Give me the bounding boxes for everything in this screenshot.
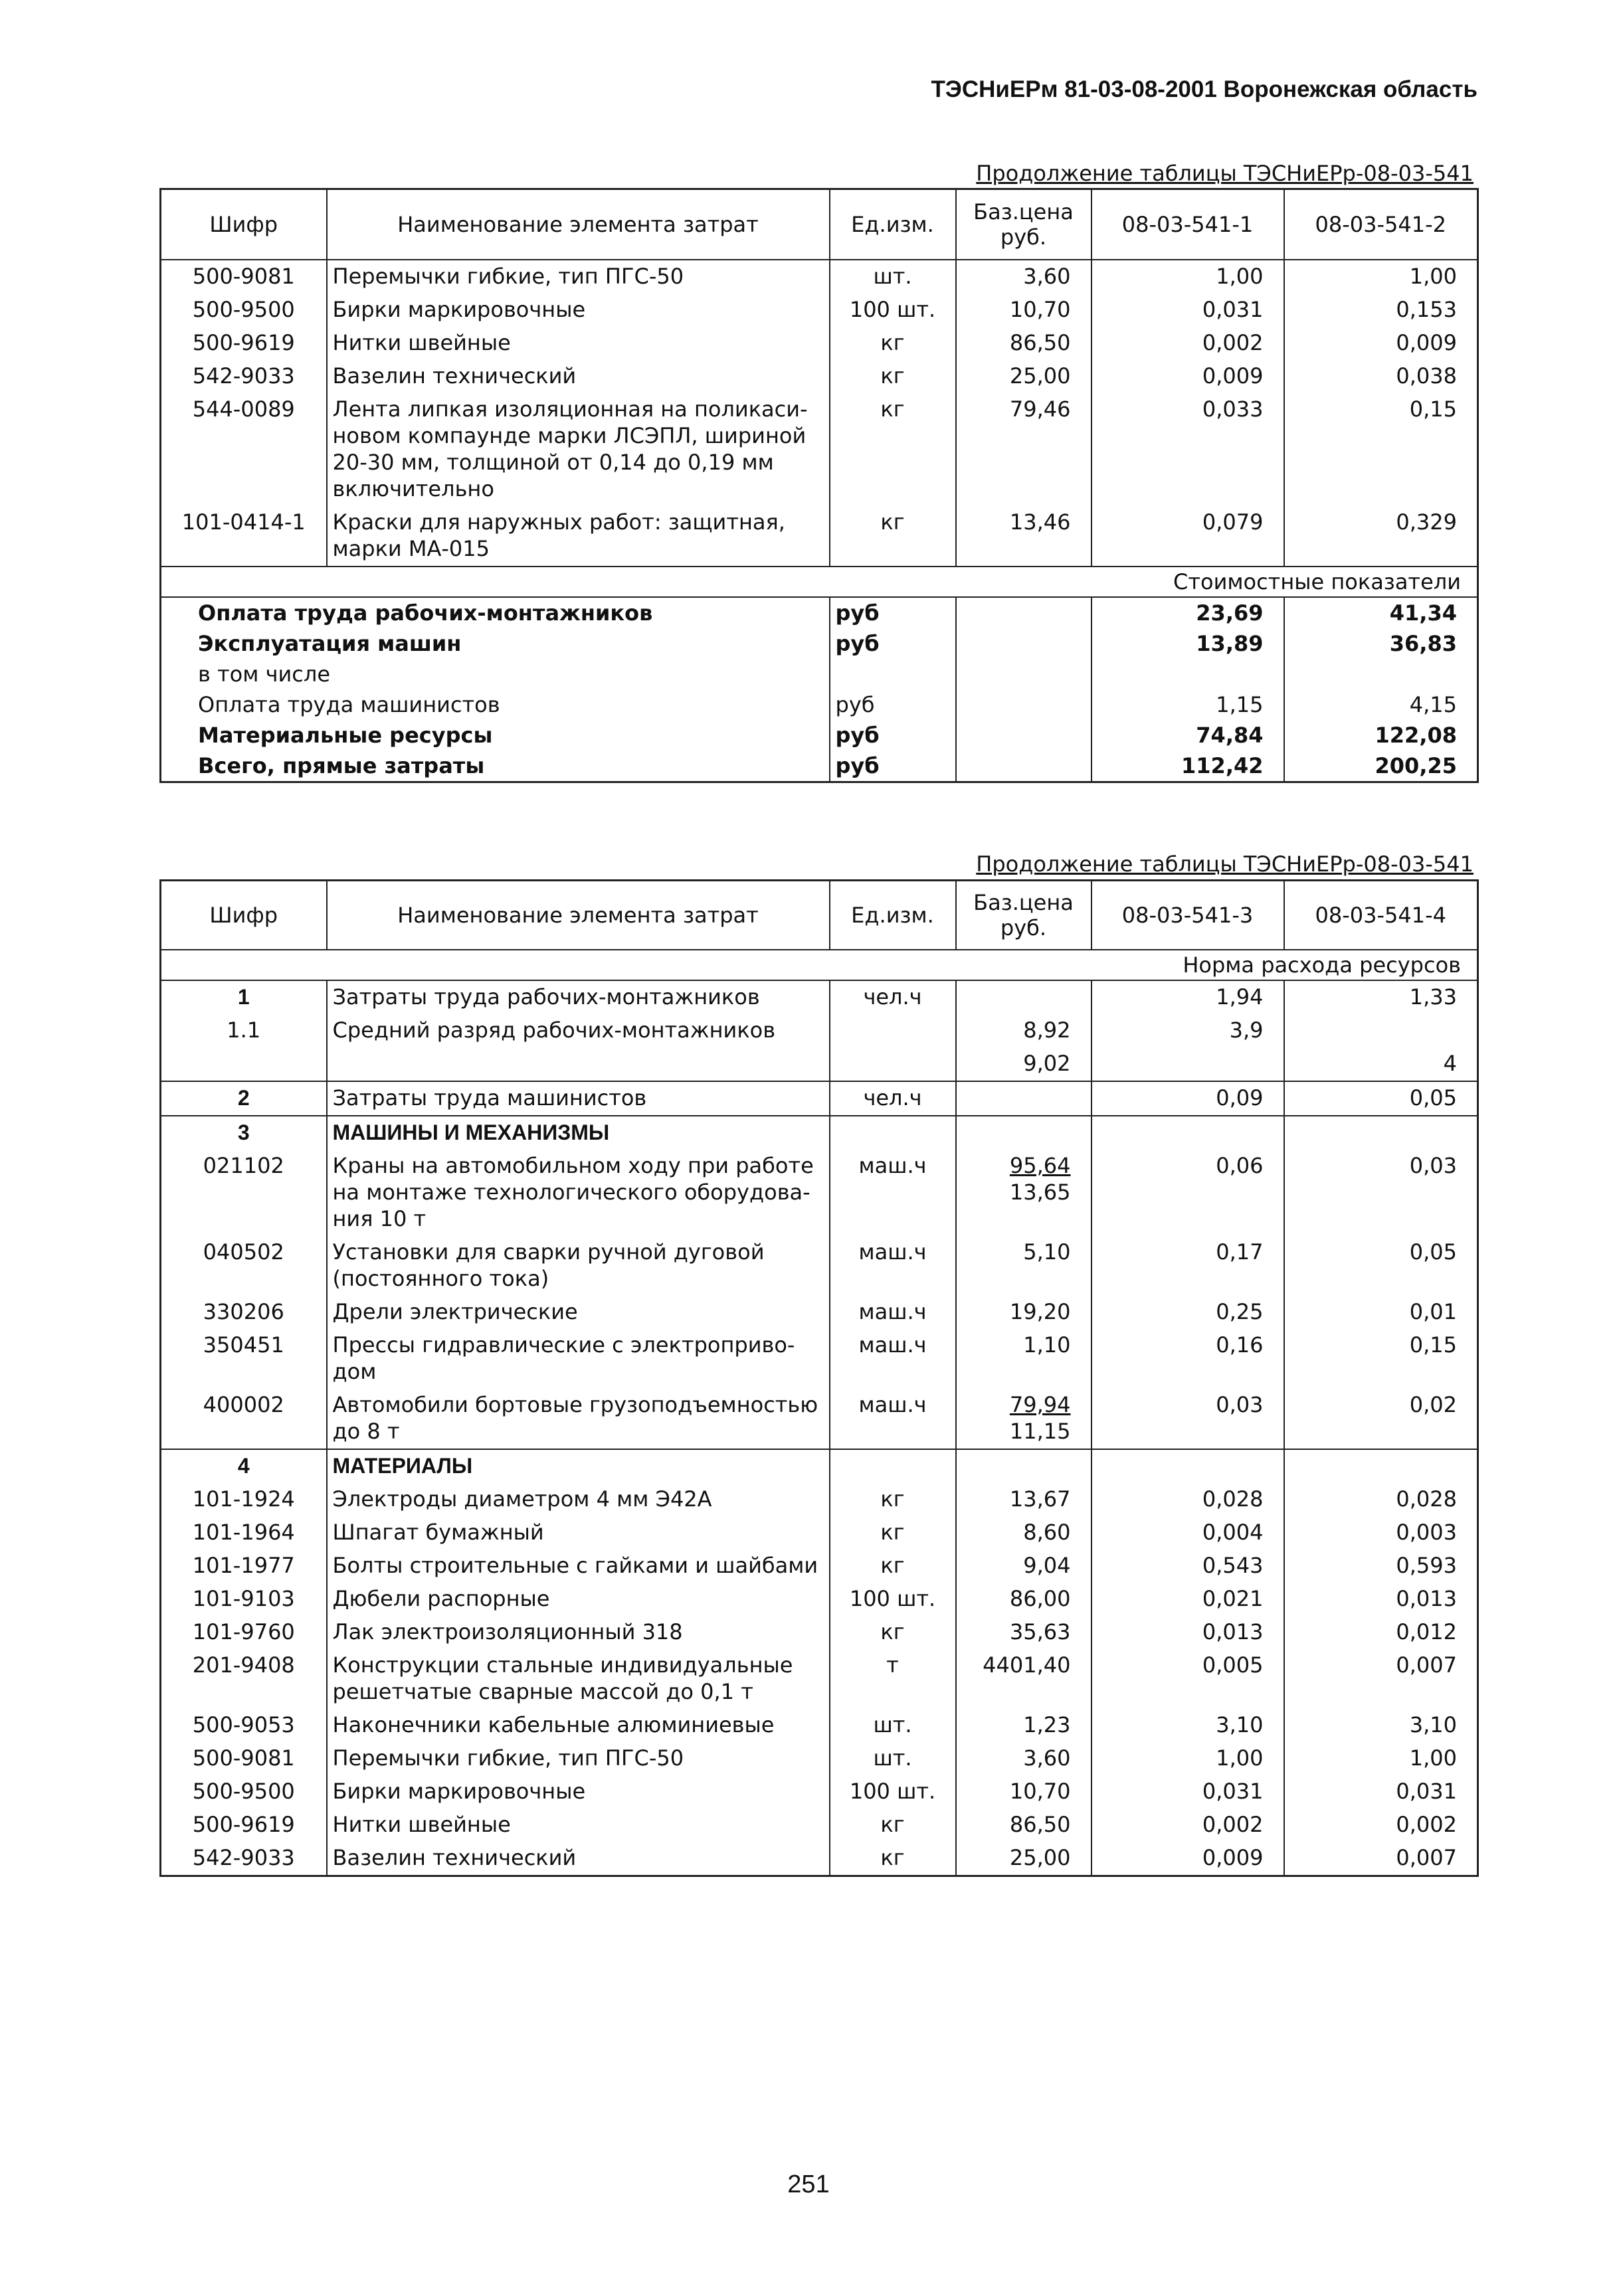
cell-price: 25,00 xyxy=(956,360,1092,393)
norm-band-row xyxy=(161,950,1478,980)
cell-col-b: 4 xyxy=(1284,1047,1478,1081)
cost-table-2 xyxy=(159,879,1479,1877)
price-value-2: 11,15 xyxy=(1009,1418,1071,1444)
cost-table-1 xyxy=(159,188,1479,783)
cell-name: Средний разряд рабочих-монтажников xyxy=(327,1014,830,1047)
table-row xyxy=(161,1516,1478,1549)
summary-label: Оплата труда машинистов xyxy=(161,689,830,720)
cell-col-b: 1,00 xyxy=(1284,1742,1478,1775)
cell-col-b: 0,038 xyxy=(1284,360,1478,393)
cell-col-a xyxy=(1092,1047,1284,1081)
cell-name: Вазелин технический xyxy=(327,360,830,393)
table-row xyxy=(161,1549,1478,1583)
summary-unit: руб xyxy=(830,720,956,751)
cell-col-b: 0,028 xyxy=(1284,1483,1478,1516)
cell-unit xyxy=(830,1047,956,1081)
table-row xyxy=(161,1842,1478,1876)
norm-band-label: Норма расхода ресурсов xyxy=(161,950,1478,980)
summary-unit: руб xyxy=(830,689,956,720)
cell-name: Болты строительные с гайками и шайбами xyxy=(327,1549,830,1583)
header-name: Наименование элемента затрат xyxy=(327,881,830,950)
cell-unit: кг xyxy=(830,1842,956,1876)
cell-price: 5,10 xyxy=(956,1236,1092,1296)
section-code: 4 xyxy=(161,1449,327,1483)
table-continuation-caption-2: Продолжение таблицы ТЭСНиЕРр-08-03-541 xyxy=(976,851,1474,877)
cell-col-a: 0,06 xyxy=(1092,1150,1284,1236)
cell-unit: 100 шт. xyxy=(830,1583,956,1616)
document-header: ТЭСНиЕРм 81-03-08-2001 Воронежская область xyxy=(931,76,1477,102)
summary-label: Материальные ресурсы xyxy=(161,720,830,751)
summary-col-b: 122,08 xyxy=(1284,720,1478,751)
labor-row xyxy=(161,980,1478,1014)
cell-code: 500-9081 xyxy=(161,1742,327,1775)
cell-col-a: 0,028 xyxy=(1092,1483,1284,1516)
summary-col-a: 23,69 xyxy=(1092,597,1284,628)
cell-col-a: 0,03 xyxy=(1092,1389,1284,1449)
summary-col-a: 1,15 xyxy=(1092,689,1284,720)
cell-col-b: 1,00 xyxy=(1284,260,1478,294)
cell-code: 1.1 xyxy=(161,1014,327,1047)
cell-col-b: 0,01 xyxy=(1284,1296,1478,1329)
summary-label: Оплата труда рабочих-монтажников xyxy=(161,597,830,628)
summary-unit: руб xyxy=(830,597,956,628)
cell-name: Нитки швейные xyxy=(327,1809,830,1842)
summary-label: Эксплуатация машин xyxy=(161,628,830,659)
table-row xyxy=(161,294,1478,327)
cell-col-b: 0,002 xyxy=(1284,1809,1478,1842)
cell-col-a: 0,021 xyxy=(1092,1583,1284,1616)
cell-unit: кг xyxy=(830,393,956,506)
cost-band-row xyxy=(161,567,1478,597)
cell-col-b: 1,33 xyxy=(1284,980,1478,1014)
cell-name: Затраты труда машинистов xyxy=(327,1081,830,1116)
cell-code: 1 xyxy=(161,980,327,1014)
cell-code: 400002 xyxy=(161,1389,327,1449)
cell-col-b: 0,05 xyxy=(1284,1081,1478,1116)
cell-price: 86,00 xyxy=(956,1583,1092,1616)
summary-col-b: 4,15 xyxy=(1284,689,1478,720)
summary-col-b xyxy=(1284,659,1478,689)
table-row xyxy=(161,1583,1478,1616)
cell-col-a: 0,005 xyxy=(1092,1649,1284,1709)
cell-name: Затраты труда рабочих-монтажников xyxy=(327,980,830,1014)
cell-col-b: 0,007 xyxy=(1284,1649,1478,1709)
cell-unit: кг xyxy=(830,1549,956,1583)
cell-unit: маш.ч xyxy=(830,1150,956,1236)
cell-name: Дюбели распорные xyxy=(327,1583,830,1616)
cell-unit: маш.ч xyxy=(830,1329,956,1389)
summary-col-b: 41,34 xyxy=(1284,597,1478,628)
cell-code: 500-9619 xyxy=(161,1809,327,1842)
table-row xyxy=(161,1296,1478,1329)
cell-code: 500-9500 xyxy=(161,1775,327,1809)
cell-col-b: 3,10 xyxy=(1284,1709,1478,1742)
cell-price: 25,00 xyxy=(956,1842,1092,1876)
cell-unit: 100 шт. xyxy=(830,294,956,327)
labor-row xyxy=(161,1047,1478,1081)
cell-name: Дрели электрические xyxy=(327,1296,830,1329)
cell-unit: маш.ч xyxy=(830,1236,956,1296)
summary-price xyxy=(956,689,1092,720)
cell-unit: кг xyxy=(830,1616,956,1649)
cell-col-b: 0,013 xyxy=(1284,1583,1478,1616)
table-row xyxy=(161,360,1478,393)
labor-row xyxy=(161,1014,1478,1047)
cell-name: Лак электроизоляционный 318 xyxy=(327,1616,830,1649)
header-code: Шифр xyxy=(161,881,327,950)
cell-price xyxy=(956,1389,1092,1449)
cell-name: Перемычки гибкие, тип ПГС-50 xyxy=(327,1742,830,1775)
cell-price: 1,23 xyxy=(956,1709,1092,1742)
table-row xyxy=(161,1329,1478,1389)
summary-price xyxy=(956,628,1092,659)
cell-code: 500-9500 xyxy=(161,294,327,327)
summary-col-a: 74,84 xyxy=(1092,720,1284,751)
cell-code: 500-9053 xyxy=(161,1709,327,1742)
machines-section-row xyxy=(161,1116,1478,1150)
cell-code xyxy=(161,1047,327,1081)
table-row xyxy=(161,1742,1478,1775)
table-continuation-caption: Продолжение таблицы ТЭСНиЕРр-08-03-541 xyxy=(976,161,1474,186)
cell-col-b: 0,02 xyxy=(1284,1389,1478,1449)
labor-body xyxy=(161,980,1478,1116)
header-col-a: 08-03-541-3 xyxy=(1092,881,1284,950)
cell-price xyxy=(956,1081,1092,1116)
cell-col-a: 3,9 xyxy=(1092,1014,1284,1047)
cell-name: Прессы гидравлические с электроприво-дом xyxy=(327,1329,830,1389)
header-unit: Ед.изм. xyxy=(830,881,956,950)
cell-unit: чел.ч xyxy=(830,980,956,1014)
table-row xyxy=(161,1649,1478,1709)
cell-price: 10,70 xyxy=(956,294,1092,327)
cell-name: Установки для сварки ручной дуговой (постоянного тока) xyxy=(327,1236,830,1296)
cell-col-a: 0,004 xyxy=(1092,1516,1284,1549)
cell-col-b: 0,329 xyxy=(1284,506,1478,567)
cell-col-a: 1,94 xyxy=(1092,980,1284,1014)
cell-name: Шпагат бумажный xyxy=(327,1516,830,1549)
cell-col-b: 0,007 xyxy=(1284,1842,1478,1876)
header-price: Баз.цена руб. xyxy=(956,881,1092,950)
cell-col-b: 0,593 xyxy=(1284,1549,1478,1583)
cell-price: 8,60 xyxy=(956,1516,1092,1549)
cell-unit: кг xyxy=(830,1516,956,1549)
summary-price xyxy=(956,659,1092,689)
cell-code: 040502 xyxy=(161,1236,327,1296)
cell-code: 101-9103 xyxy=(161,1583,327,1616)
cell-col-a: 0,013 xyxy=(1092,1616,1284,1649)
cell-price: 3,60 xyxy=(956,1742,1092,1775)
cell-price: 3,60 xyxy=(956,260,1092,294)
cell-price: 1,10 xyxy=(956,1329,1092,1389)
cell-name: Бирки маркировочные xyxy=(327,1775,830,1809)
cell-col-a: 0,25 xyxy=(1092,1296,1284,1329)
cell-unit: шт. xyxy=(830,1709,956,1742)
cell-price: 13,67 xyxy=(956,1483,1092,1516)
cell-code: 101-1964 xyxy=(161,1516,327,1549)
cell-price: 9,02 xyxy=(956,1047,1092,1081)
cell-name: Перемычки гибкие, тип ПГС-50 xyxy=(327,260,830,294)
cell-name: Бирки маркировочные xyxy=(327,294,830,327)
cell-code: 500-9619 xyxy=(161,327,327,360)
cell-code: 101-9760 xyxy=(161,1616,327,1649)
cell-col-b: 0,05 xyxy=(1284,1236,1478,1296)
cell-col-a: 0,16 xyxy=(1092,1329,1284,1389)
cell-unit: кг xyxy=(830,327,956,360)
summary-col-a: 13,89 xyxy=(1092,628,1284,659)
cell-col-a: 0,002 xyxy=(1092,1809,1284,1842)
summary-col-a xyxy=(1092,659,1284,689)
cell-unit: шт. xyxy=(830,1742,956,1775)
table-row xyxy=(161,506,1478,567)
table-row xyxy=(161,1483,1478,1516)
cell-price: 13,46 xyxy=(956,506,1092,567)
cell-col-b: 0,03 xyxy=(1284,1150,1478,1236)
cell-col-b: 0,003 xyxy=(1284,1516,1478,1549)
cell-col-a: 0,009 xyxy=(1092,1842,1284,1876)
cell-col-b: 0,031 xyxy=(1284,1775,1478,1809)
materials-section-row xyxy=(161,1449,1478,1483)
cell-code: 330206 xyxy=(161,1296,327,1329)
summary-row xyxy=(161,689,1478,720)
cell-code: 544-0089 xyxy=(161,393,327,506)
cell-unit: т xyxy=(830,1649,956,1709)
cell-code: 101-1977 xyxy=(161,1549,327,1583)
summary-price xyxy=(956,751,1092,782)
summary-row xyxy=(161,751,1478,782)
summary-unit: руб xyxy=(830,628,956,659)
cell-name: Электроды диаметром 4 мм Э42А xyxy=(327,1483,830,1516)
summary-price xyxy=(956,720,1092,751)
summary-label: Всего, прямые затраты xyxy=(161,751,830,782)
cell-code: 101-0414-1 xyxy=(161,506,327,567)
cell-name: Автомобили бортовые грузоподъемностью до 8 т xyxy=(327,1389,830,1449)
header-code: Шифр xyxy=(161,189,327,260)
cost-band-label: Стоимостные показатели xyxy=(161,567,1478,597)
cell-name: Вазелин технический xyxy=(327,1842,830,1876)
cell-unit: маш.ч xyxy=(830,1389,956,1449)
cell-code: 542-9033 xyxy=(161,1842,327,1876)
cell-name: Конструкции стальные индивидуальные решетчатые сварные массой до 0,1 т xyxy=(327,1649,830,1709)
cell-price: 10,70 xyxy=(956,1775,1092,1809)
cell-code: 021102 xyxy=(161,1150,327,1236)
table-row xyxy=(161,1809,1478,1842)
materials-body xyxy=(161,1449,1478,1876)
summary-col-b: 36,83 xyxy=(1284,628,1478,659)
cell-price xyxy=(956,1150,1092,1236)
cell-price: 35,63 xyxy=(956,1616,1092,1649)
cell-unit: кг xyxy=(830,506,956,567)
cell-unit xyxy=(830,1014,956,1047)
summary-body xyxy=(161,597,1478,782)
price-value-2: 13,65 xyxy=(1009,1179,1071,1205)
cell-unit: 100 шт. xyxy=(830,1775,956,1809)
header-col-a: 08-03-541-1 xyxy=(1092,189,1284,260)
cell-col-a: 0,033 xyxy=(1092,393,1284,506)
table-row xyxy=(161,1236,1478,1296)
table-row xyxy=(161,393,1478,506)
cell-name: Краны на автомобильном ходу при работе на монтаже технологического оборудова-ния 10 т xyxy=(327,1150,830,1236)
cell-col-a: 0,17 xyxy=(1092,1236,1284,1296)
cell-price xyxy=(956,980,1092,1014)
cell-unit: кг xyxy=(830,1483,956,1516)
cell-col-a: 1,00 xyxy=(1092,260,1284,294)
table-row xyxy=(161,1389,1478,1449)
cell-col-b: 0,012 xyxy=(1284,1616,1478,1649)
cell-col-a: 1,00 xyxy=(1092,1742,1284,1775)
table-row xyxy=(161,1616,1478,1649)
price-value: 95,64 xyxy=(1009,1152,1071,1178)
cell-name: Лента липкая изоляционная на поликаси-новом компаунде марки ЛСЭПЛ, шириной 20-30 мм, толщиной от 0,14 до 0,19 мм включительно xyxy=(327,393,830,506)
header-col-b: 08-03-541-2 xyxy=(1284,189,1478,260)
table-1-body xyxy=(161,260,1478,567)
cell-price: 86,50 xyxy=(956,327,1092,360)
cell-code: 201-9408 xyxy=(161,1649,327,1709)
header-col-b: 08-03-541-4 xyxy=(1284,881,1478,950)
cell-code: 500-9081 xyxy=(161,260,327,294)
summary-row xyxy=(161,720,1478,751)
cell-code: 2 xyxy=(161,1081,327,1116)
cell-col-a: 0,09 xyxy=(1092,1081,1284,1116)
cell-col-a: 0,002 xyxy=(1092,327,1284,360)
section-title: МАТЕРИАЛЫ xyxy=(327,1449,830,1483)
table-row xyxy=(161,260,1478,294)
table-row xyxy=(161,1775,1478,1809)
machines-body xyxy=(161,1116,1478,1449)
cell-col-a: 0,031 xyxy=(1092,1775,1284,1809)
cell-price: 79,46 xyxy=(956,393,1092,506)
cell-col-b: 0,153 xyxy=(1284,294,1478,327)
cell-col-b xyxy=(1284,1014,1478,1047)
cell-col-a: 0,031 xyxy=(1092,294,1284,327)
cell-unit: шт. xyxy=(830,260,956,294)
cell-price: 19,20 xyxy=(956,1296,1092,1329)
cell-price: 86,50 xyxy=(956,1809,1092,1842)
cell-unit: кг xyxy=(830,360,956,393)
summary-row xyxy=(161,659,1478,689)
header-name: Наименование элемента затрат xyxy=(327,189,830,260)
summary-col-b: 200,25 xyxy=(1284,751,1478,782)
cell-col-b: 0,15 xyxy=(1284,393,1478,506)
cell-name xyxy=(327,1047,830,1081)
cell-name: Нитки швейные xyxy=(327,327,830,360)
cell-unit: кг xyxy=(830,1809,956,1842)
cell-price: 4401,40 xyxy=(956,1649,1092,1709)
cell-col-a: 0,543 xyxy=(1092,1549,1284,1583)
summary-unit xyxy=(830,659,956,689)
cell-code: 350451 xyxy=(161,1329,327,1389)
cell-code: 101-1924 xyxy=(161,1483,327,1516)
table-row xyxy=(161,1709,1478,1742)
table-row xyxy=(161,1150,1478,1236)
cell-name: Краски для наружных работ: защитная, марки МА-015 xyxy=(327,506,830,567)
summary-row xyxy=(161,597,1478,628)
cell-price: 8,92 xyxy=(956,1014,1092,1047)
cell-name: Наконечники кабельные алюминиевые xyxy=(327,1709,830,1742)
section-title: МАШИНЫ И МЕХАНИЗМЫ xyxy=(327,1116,830,1150)
cell-col-a: 0,079 xyxy=(1092,506,1284,567)
cell-col-b: 0,15 xyxy=(1284,1329,1478,1389)
cell-price: 9,04 xyxy=(956,1549,1092,1583)
header-price: Баз.цена руб. xyxy=(956,189,1092,260)
cell-code: 542-9033 xyxy=(161,360,327,393)
section-code: 3 xyxy=(161,1116,327,1150)
header-unit: Ед.изм. xyxy=(830,189,956,260)
summary-label: в том числе xyxy=(161,659,830,689)
labor-row xyxy=(161,1081,1478,1116)
page-number: 251 xyxy=(787,2170,830,2198)
cell-col-a: 3,10 xyxy=(1092,1709,1284,1742)
summary-col-a: 112,42 xyxy=(1092,751,1284,782)
cell-unit: чел.ч xyxy=(830,1081,956,1116)
summary-unit: руб xyxy=(830,751,956,782)
summary-row xyxy=(161,628,1478,659)
price-value: 79,94 xyxy=(1009,1391,1071,1417)
cell-col-a: 0,009 xyxy=(1092,360,1284,393)
cell-col-b: 0,009 xyxy=(1284,327,1478,360)
cell-unit: маш.ч xyxy=(830,1296,956,1329)
table-row xyxy=(161,327,1478,360)
summary-price xyxy=(956,597,1092,628)
